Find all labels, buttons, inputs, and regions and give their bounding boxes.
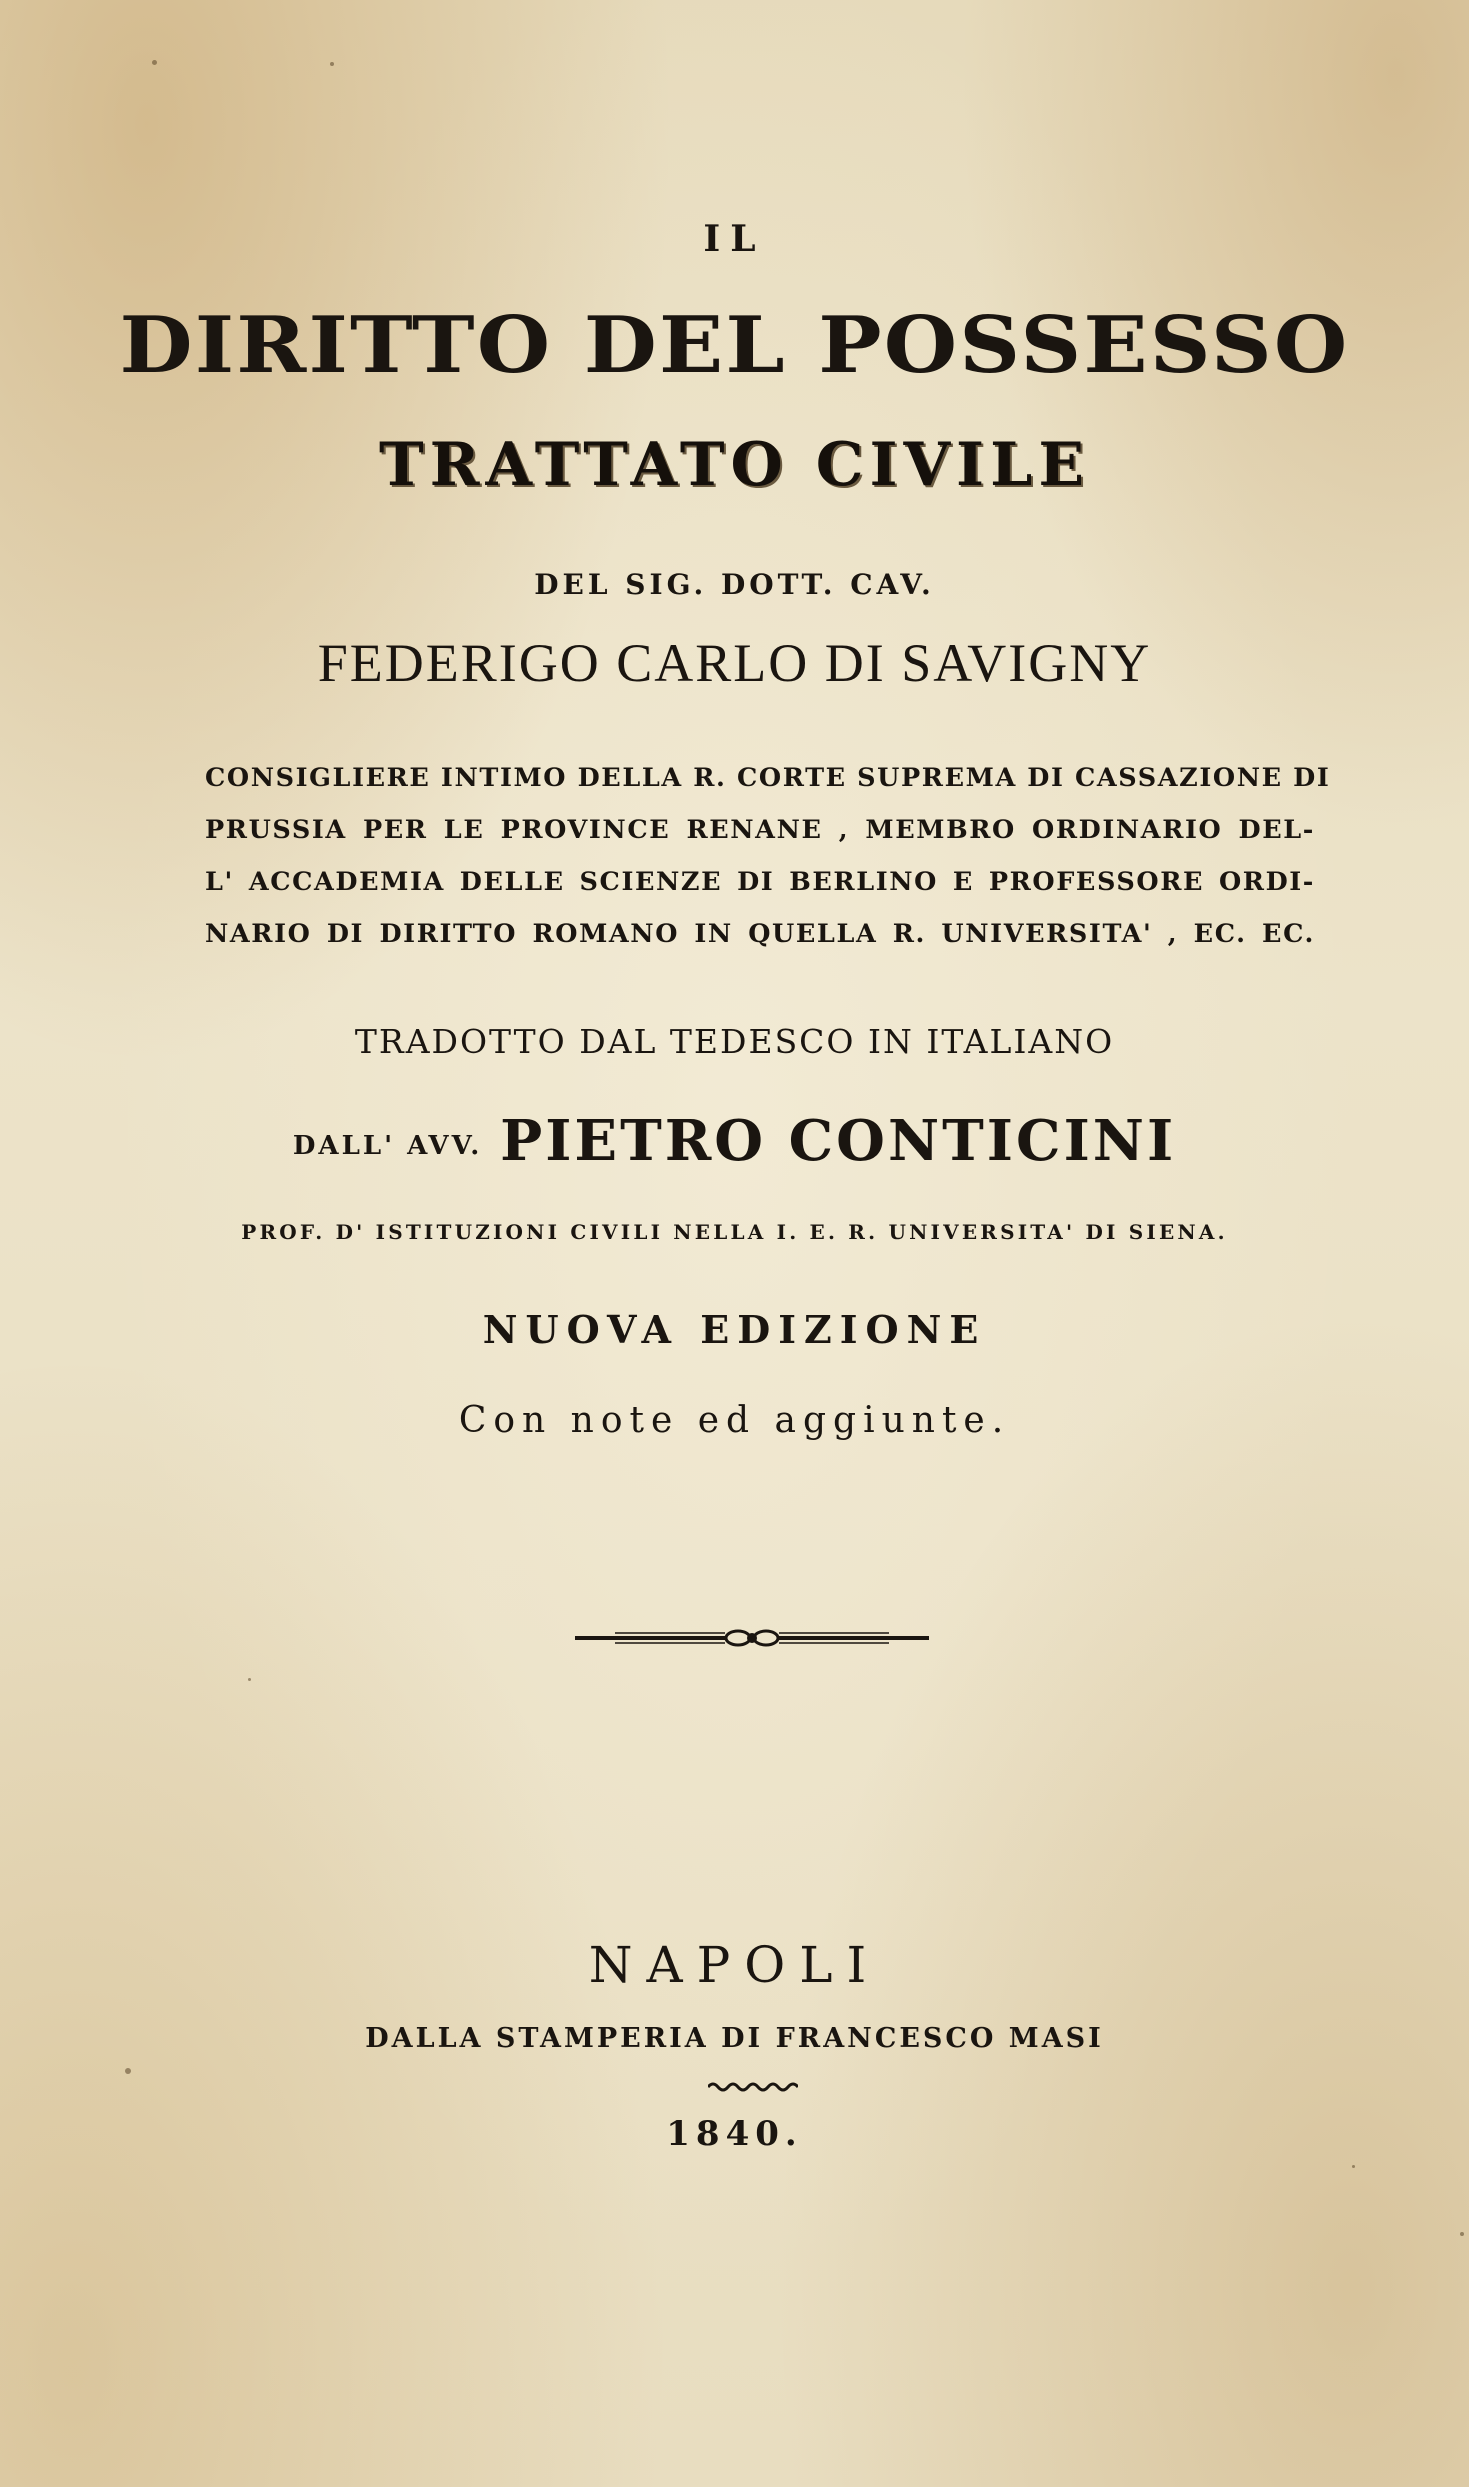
author-name: FEDERIGO CARLO DI SAVIGNY (317, 633, 1152, 693)
author-credentials-line: PRUSSIA PER LE PROVINCE RENANE , MEMBRO ORDINARIO DEL- (205, 815, 1315, 845)
author-prefix: DEL SIG. DOTT. CAV. (534, 568, 935, 601)
ink-speck (248, 1678, 251, 1681)
ink-speck (1460, 2232, 1464, 2236)
ink-speck (152, 60, 157, 65)
edition: NUOVA EDIZIONE (482, 1307, 987, 1352)
translator-name: PIETRO CONTICINI (500, 1108, 1177, 1174)
ink-speck (125, 2068, 131, 2074)
edition-note: Con note ed aggiunte. (458, 1400, 1011, 1441)
translator-prefix: DALL' AVV. (292, 1131, 483, 1161)
wavy-rule (708, 2080, 798, 2094)
imprint-place: NAPOLI (588, 1936, 881, 1994)
main-title: DIRITTO DEL POSSESSO (119, 300, 1350, 391)
ink-speck (330, 62, 334, 66)
translator-line (0, 1108, 1469, 1174)
imprint-year: 1840. (666, 2114, 803, 2154)
author-credentials-line: NARIO DI DIRITTO ROMANO IN QUELLA R. UNIVERSITA' , EC. EC. (205, 919, 1315, 949)
title-article: IL (703, 218, 766, 260)
translation-note: TRADOTTO DAL TEDESCO IN ITALIANO (354, 1022, 1115, 1061)
author-credentials-line: CONSIGLIERE INTIMO DELLA R. CORTE SUPREMA DI CASSAZIONE DI (205, 763, 1331, 793)
translator-credentials: PROF. D' ISTITUZIONI CIVILI NELLA I. E. R. UNIVERSITA' DI SIENA. (241, 1220, 1228, 1244)
author-credentials (205, 752, 1331, 960)
author-credentials-line: L' ACCADEMIA DELLE SCIENZE DI BERLINO E PROFESSORE ORDI- (205, 867, 1315, 897)
ink-speck (1352, 2165, 1355, 2168)
subtitle: TRATTATO CIVILE (378, 430, 1091, 500)
imprint-printer: DALLA STAMPERIA DI FRANCESCO MASI (365, 2023, 1104, 2054)
ornamental-rule (575, 1622, 929, 1654)
